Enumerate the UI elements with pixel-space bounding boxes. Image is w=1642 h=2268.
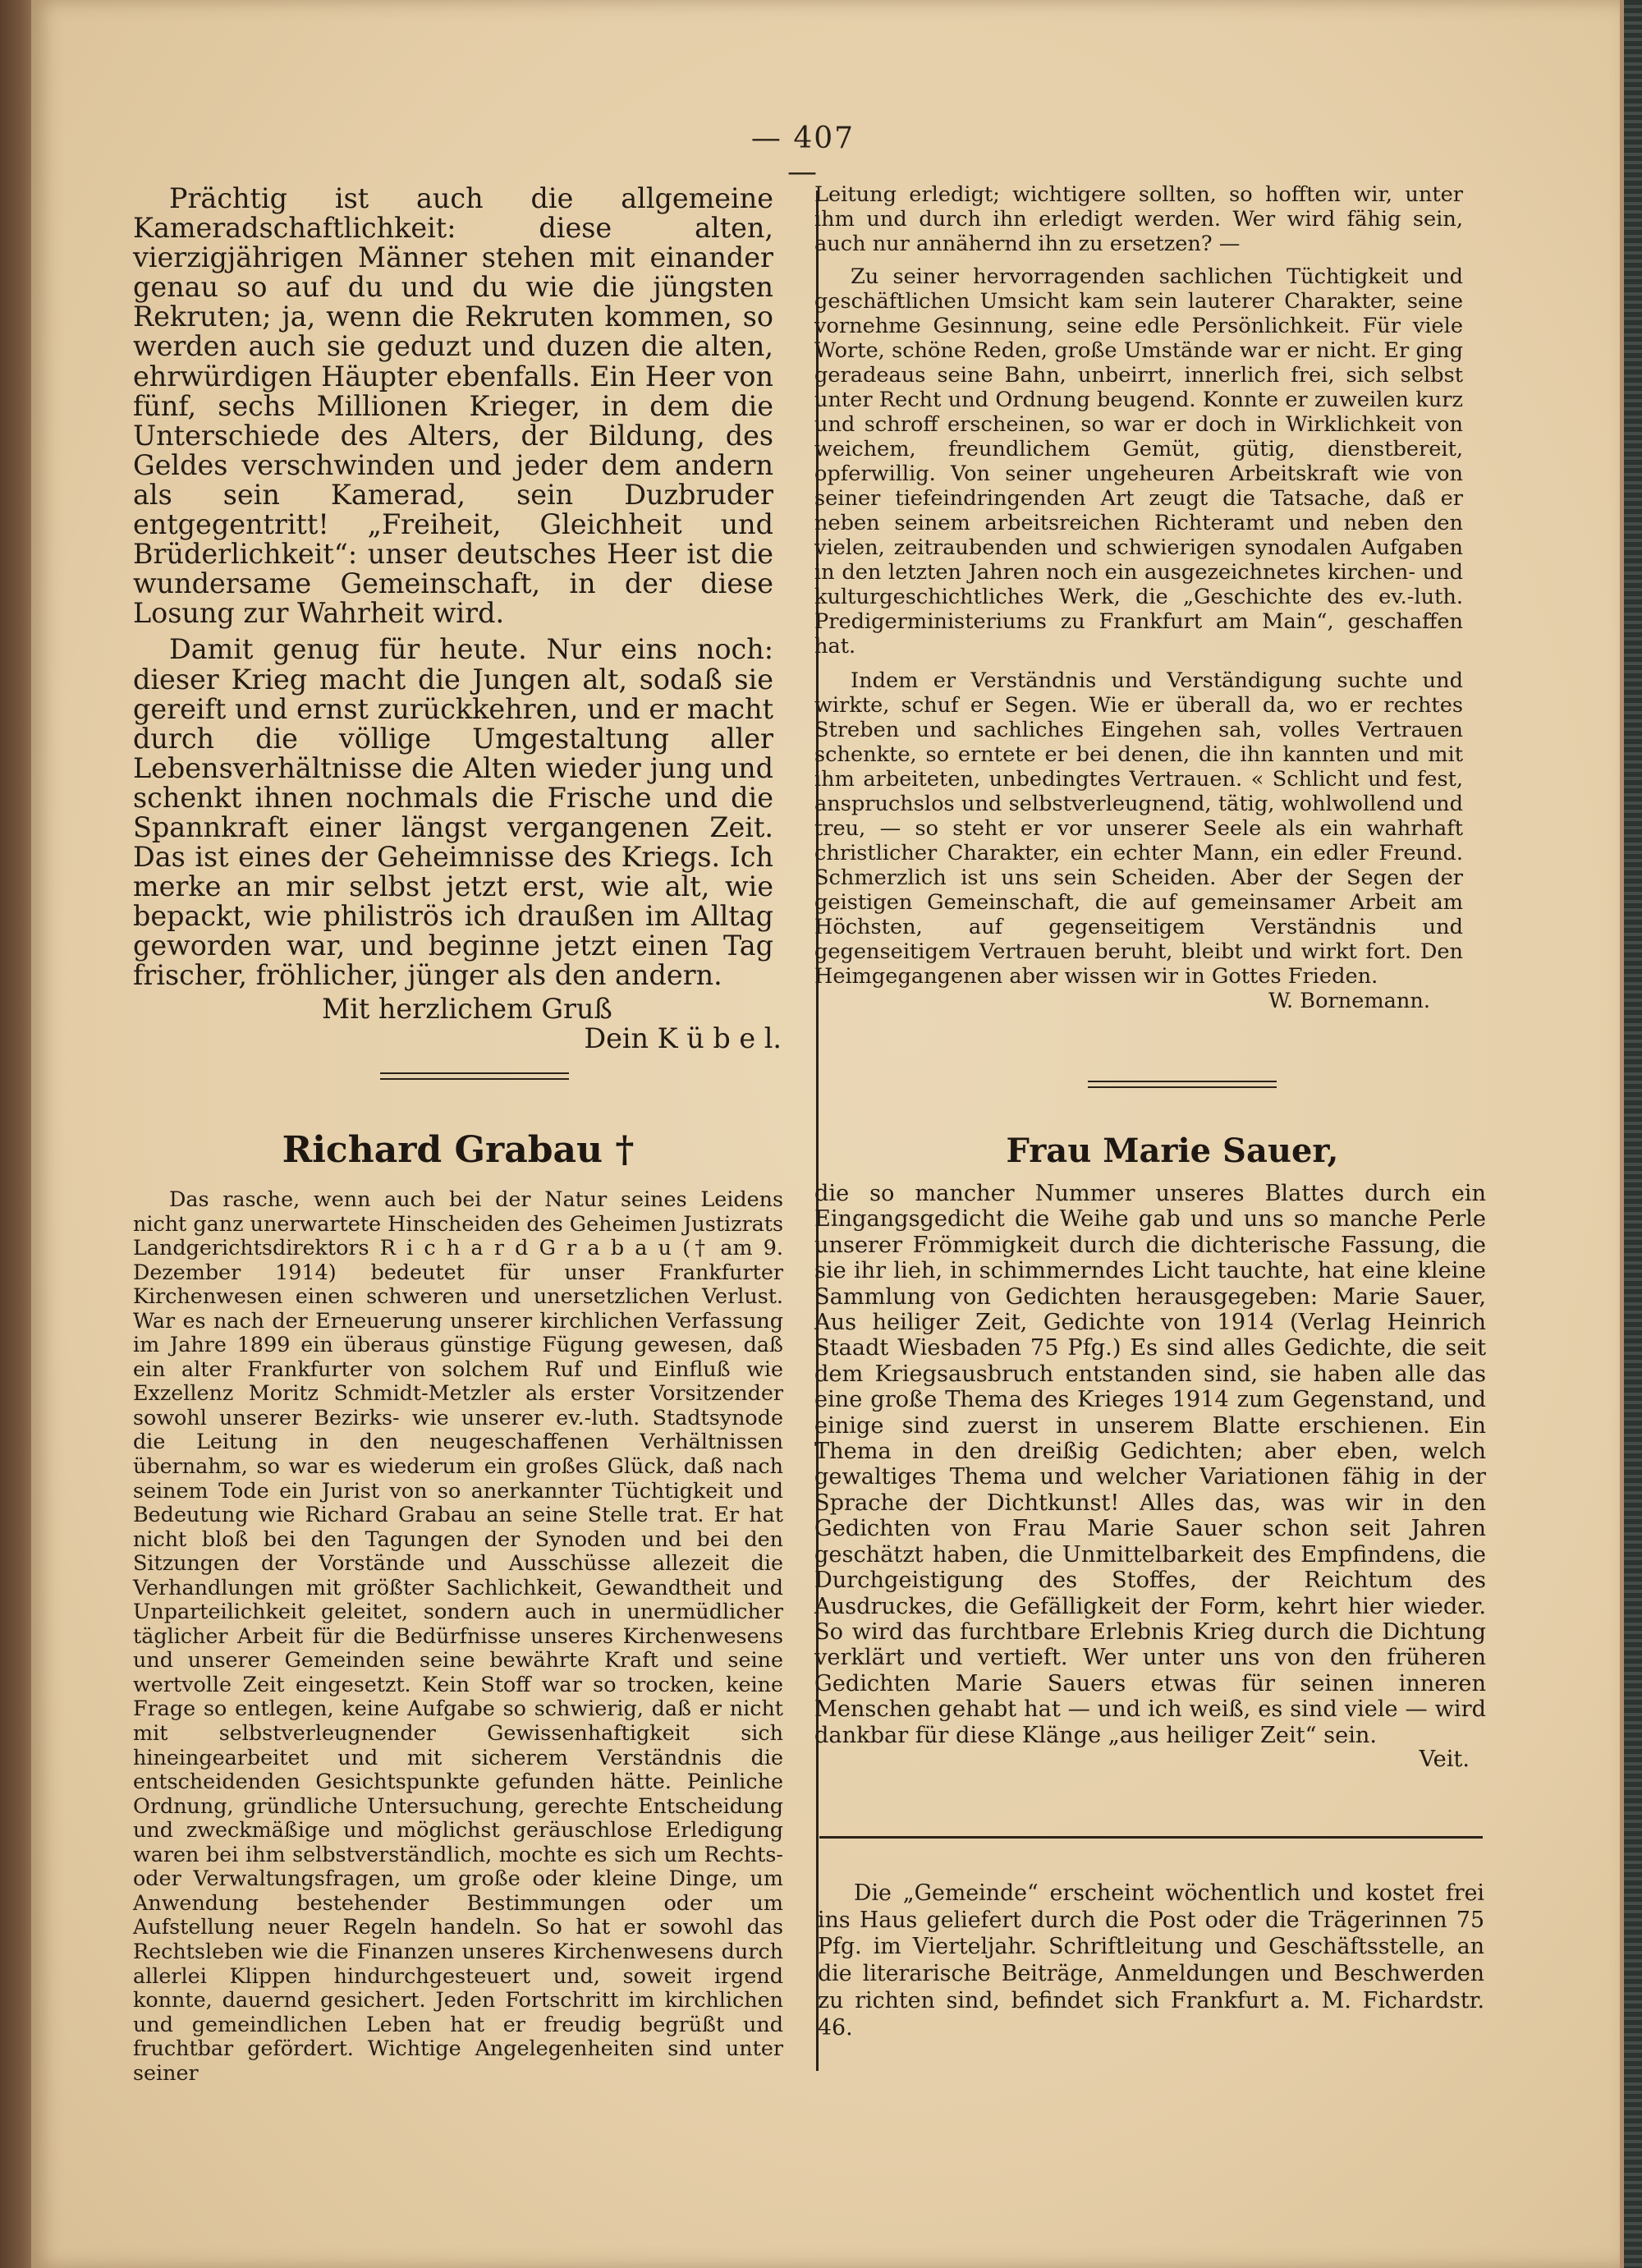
section-divider — [380, 1072, 569, 1080]
sauer-article — [814, 1181, 1486, 1772]
letter-continuation — [133, 182, 782, 1054]
article-signature: Veit. — [1419, 1746, 1470, 1772]
paragraph: Zu seiner hervorragenden sachlichen Tüchtigkeit und geschäftlichen Umsicht kam sein lauterer Charakter, seine vornehme Gesinnung, seine edle Persönlichkeit. Für viele Worte, schöne Reden, große Umstände war er nicht. Er ging geradeaus seine Bahn, unbeirrt, innerlich frei, sich selbst unter Recht und Ordnung beugend. Konnte er zuweilen kurz und schroff erscheinen, so war er doch in Wirklichkeit von weichem, freundlichem Gemüt, gütig, dienstbereit, opferwillig. Von seiner ungeheuren Arbeitskraft wie von seiner tiefeindringenden Art zeugt die Tatsache, daß er neben seinem arbeitsreichen Richteramt und neben den vielen, zeitraubenden und schwierigen synodalen Aufgaben in den letzten Jahren noch ein ausgezeichnetes kirchen- und kulturgeschichtliches Werk, die „Geschichte des ev.-luth. Predigerministeriums zu Frankfurt am Main“, geschaffen hat. — [814, 264, 1463, 659]
article-heading: Richard Grabau † — [282, 1129, 635, 1171]
paragraph: Leitung erledigt; wichtigere sollten, so hofften wir, unter ihm und durch ihn erledigt werden. Wer wird fähig sein, auch nur annähernd ihn zu ersetzen? — — [814, 182, 1463, 256]
newspaper-page — [31, 0, 1620, 2268]
paragraph: Prächtig ist auch die allgemeine Kameradschaftlichkeit: diese alten, vierzigjährigen Männer stehen mit einander genau so auf du und du wie die jüngsten Rekruten; ja, wenn die Rekruten kommen, so werden auch sie geduzt und duzen die alten, ehrwürdigen Häupter ebenfalls. Ein Heer von fünf, sechs Millionen Krieger, in dem die Unterschiede des Alters, der Bildung, des Geldes verschwinden und jeder dem andern als sein Kamerad, sein Duzbruder entgegentritt! „Freiheit, Gleichheit und Brüderlichkeit“: unser deutsches Heer ist die wundersame Gemeinschaft, in der diese Losung zur Wahrheit wird. — [133, 182, 773, 630]
publication-notice — [818, 1880, 1484, 2041]
obituary-continuation — [814, 182, 1463, 1013]
paragraph: Damit genug für heute. Nur eins noch: dieser Krieg macht die Jungen alt, sodaß sie gereift und ernst zurückkehren, und er macht durch die völlige Umgestaltung aller Lebensverhältnisse die Alten wieder jung und schenkt ihnen nochmals die Frische und die Spannkraft einer längst vergangenen Zeit. Das ist eines der Geheimnisse des Kriegs. Ich merke an mir selbst jetzt erst, wie alt, wie bepackt, wie philiströs ich draußen im Alltag geworden war, und beginne jetzt einen Tag frischer, fröhlicher, jünger als den andern. — [133, 633, 773, 992]
paragraph: Das rasche, wenn auch bei der Natur seines Leidens nicht ganz unerwartete Hinscheiden des Geheimen Justizrats Landgerichtsdirektors R i c h a r d G r a b a u († am 9. Dezember 1914) bedeutet für unser Frankfurter Kirchenwesen einen schweren und unersetzlichen Verlust. War es nach der Erneuerung unserer kirchlichen Verfassung im Jahre 1899 ein überaus günstige Fügung gewesen, daß ein alter Frankfurter von solchem Ruf und Einfluß wie Exzellenz Moritz Schmidt-Metzler als erster Vorsitzender sowohl unserer Bezirks- wie unserer ev.-luth. Stadtsynode die Leitung in den neugeschaffenen Verhältnissen übernahm, so war es wiederum ein großes Glück, daß nach seinem Tode ein Jurist von so anerkannter Tüchtigkeit und Bedeutung wie Richard Grabau an seine Stelle trat. Er hat nicht bloß bei den Tagungen der Synoden und bei den Sitzungen der Vorstände und Ausschüsse allezeit die Verhandlungen mit größter Sachlichkeit, Gewandtheit und Unparteilichkeit geleitet, sondern auch in unermüdlicher täglicher Arbeit für die Bedürfnisse unseres Kirchenwesens und unserer Gemeinden seine bewährte Kraft und seine wertvolle Zeit eingesetzt. Kein Stoff war so trocken, keine Frage so entlegen, keine Aufgabe so schwierig, daß er nicht mit selbstverleugnender Gewissenhaftigkeit sich hineingearbeitet und mit sicherem Verständnis die entscheidenden Gesichtspunkte gefunden hätte. Peinliche Ordnung, gründliche Untersuchung, gerechte Entscheidung und zweckmäßige und möglichst geräuschlose Erledigung waren bei ihm selbstverständlich, mochte es sich um Rechts- oder Verwaltungsfragen, um große oder kleine Dinge, um Anwendung bestehender Bestimmungen oder um Aufstellung neuer Regeln handeln. So hat er sowohl das Rechtsleben wie die Finanzen unseres Kirchenwesens durch allerlei Klippen hindurchgesteuert und, soweit irgend konnte, dauernd gesichert. Jeden Fortschritt im kirchlichen und gemeindlichen Leben hat er freudig begrüßt und fruchtbar gefördert. Wichtige Angelegenheiten sind unter seiner — [133, 1187, 783, 2085]
paragraph: Die „Gemeinde“ erscheint wöchentlich und kostet frei ins Haus geliefert durch die Post oder die Trägerinnen 75 Pfg. im Vierteljahr. Schriftleitung und Geschäftsstelle, an die literarische Beiträge, Anmeldungen und Beschwerden zu richten sind, befindet sich Frankfurt a. M. Fichardstr. 46. — [818, 1880, 1484, 2041]
obituary-signature: W. Bornemann. — [1268, 989, 1430, 1013]
article-heading: Frau Marie Sauer, — [1006, 1132, 1339, 1170]
grabau-article — [133, 1187, 783, 2085]
letter-signature: Dein K ü b e l. — [584, 1022, 782, 1054]
paragraph: die so mancher Nummer unseres Blattes durch ein Eingangsgedicht die Weihe gab und uns so manche Perle unserer Frömmigkeit durch die dichterische Fassung, die sie ihr lieh, in schimmerndes Licht tauchte, hat eine kleine Sammlung von Gedichten herausgegeben: Marie Sauer, Aus heiliger Zeit, Gedichte von 1914 (Verlag Heinrich Staadt Wiesbaden 75 Pfg.) Es sind alles Gedichte, die seit dem Kriegsausbruch entstanden sind, sie haben alle das eine große Thema des Krieges 1914 zum Gegenstand, und einige sind zuerst in unserem Blatte erschienen. Ein Thema in den dreißig Gedichten; aber eben, welch gewaltiges Thema und welcher Variationen fähig in der Sprache der Dichtkunst! Alles das, was wir in den Gedichten von Frau Marie Sauer schon seit Jahren geschätzt haben, die Unmittelbarkeit des Empfindens, die Durchgeistigung des Stoffes, der Reichtum des Ausdruckes, die Gefälligkeit der Form, kehrt hier wieder. So wird das furchtbare Erlebnis Krieg durch die Dichtung verklärt und vertieft. Wer unter uns von den früheren Gedichten Marie Sauers etwas für seinen inneren Menschen gehabt hat — und ich weiß, es sind viele — wird dankbar für diese Klänge „aus heiliger Zeit“ sein. — [814, 1181, 1486, 1748]
paragraph: Indem er Verständnis und Verständigung suchte und wirkte, schuf er Segen. Wie er überall da, wo er rechtes Streben und sachliches Eingehen sah, volles Vertrauen schenkte, so erntete er bei denen, die ihn kannten und mit ihm arbeiteten, unbedingtes Vertrauen. « Schlicht und fest, anspruchslos und selbstverleugnend, tätig, wohlwollend und treu, — so steht er vor unserer Seele als ein wahrhaft christlicher Charakter, ein echter Mann, ein edler Freund. Schmerzlich ist uns sein Scheiden. Aber der Segen der geistigen Gemeinschaft, die auf gemeinsamer Arbeit am Höchsten, auf gegenseitigem Verständnis und gegenseitigem Vertrauen beruht, bleibt und wirkt fort. Den Heimgegangenen aber wissen wir in Gottes Frieden. — [814, 668, 1463, 989]
section-divider — [1088, 1081, 1277, 1088]
page-number: — 407 — — [750, 122, 855, 189]
letter-greeting: Mit herzlichem Gruß — [322, 992, 612, 1025]
notice-rule — [819, 1836, 1483, 1839]
book-cover-edge — [1624, 0, 1642, 2268]
